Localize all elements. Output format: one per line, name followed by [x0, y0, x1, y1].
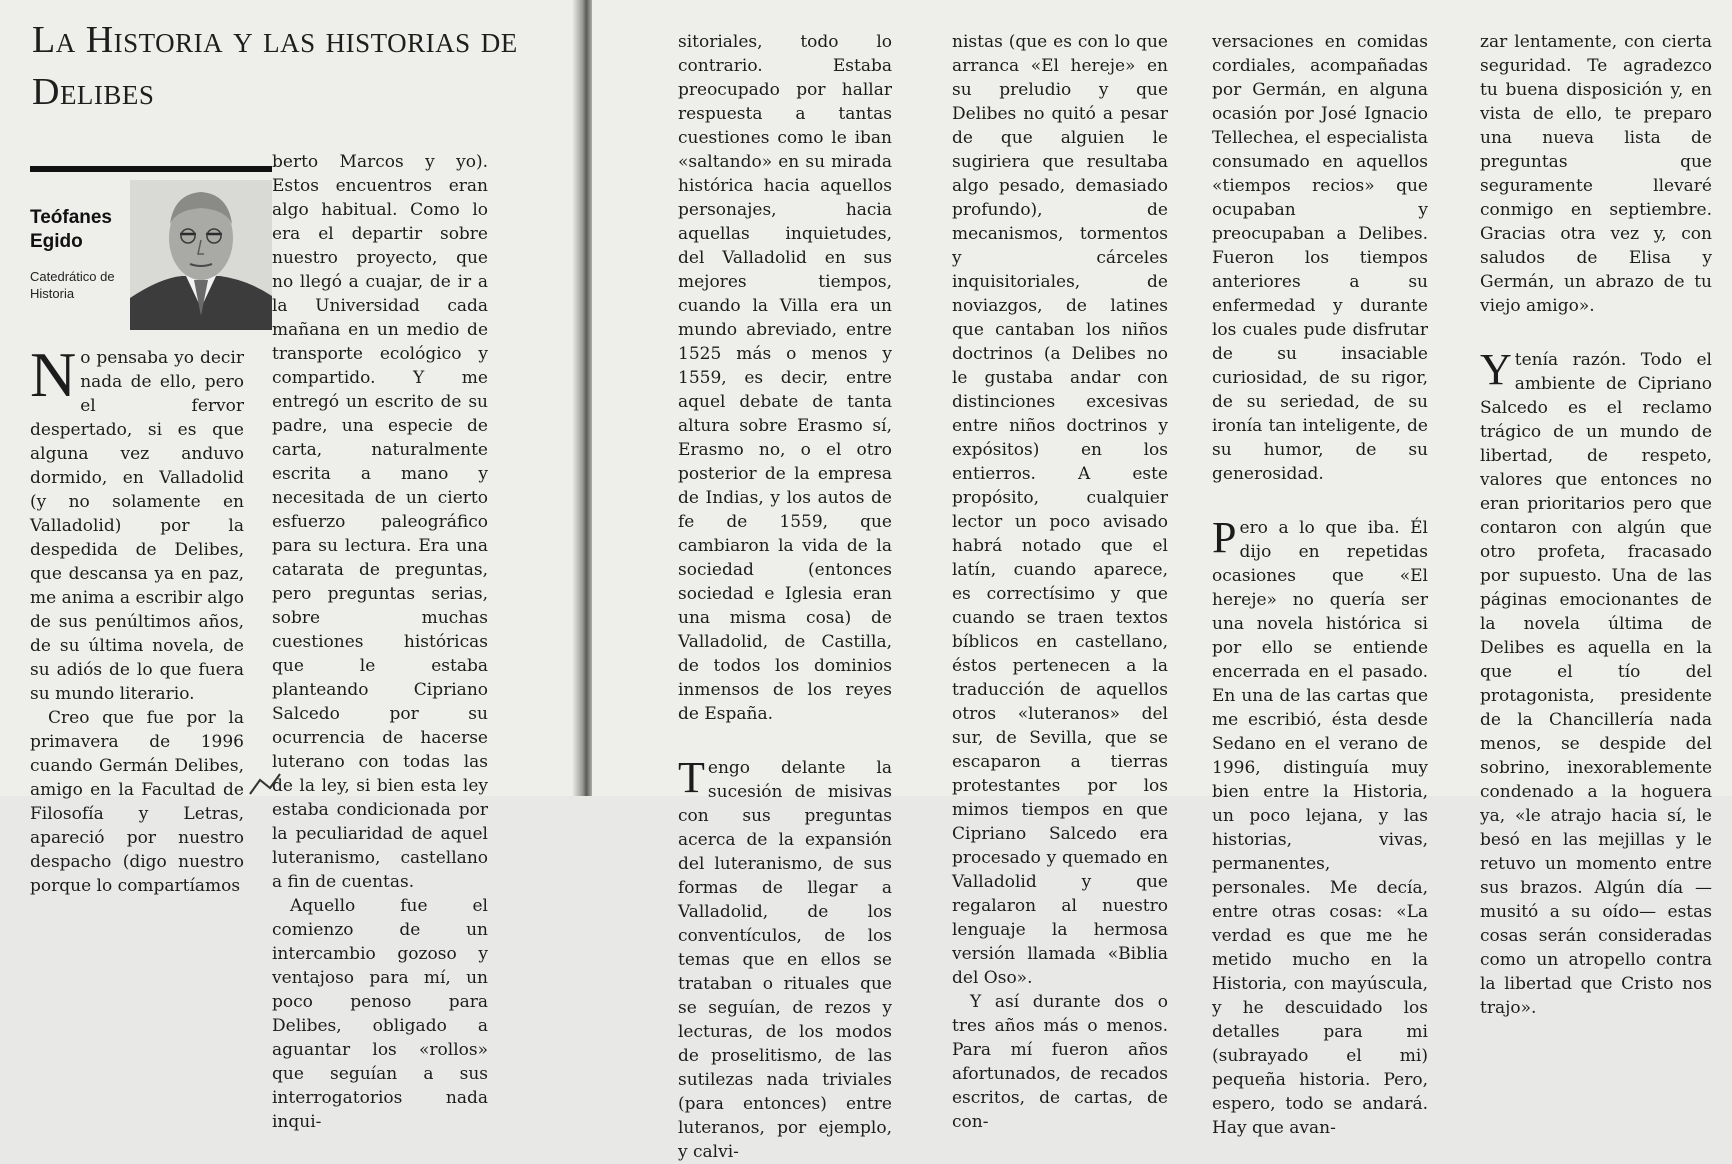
- dropcap-n: N: [30, 339, 77, 410]
- title-rule: [30, 166, 272, 172]
- col6-paragraph-1: zar lentamente, con cierta seguridad. Te agradezco tu buena disposición y, en vista de ello, te preparo una nueva lista de preguntas que seguramente llevaré conmigo en septiembre. Gracias otra vez y, con saludos de Elisa y Germán, un abrazo de tu viejo amigo».: [1480, 32, 1712, 316]
- column-6: [1480, 30, 1712, 1020]
- left-page: [0, 0, 578, 1132]
- col5-paragraph-1: versaciones en comidas cordiales, acompañadas por Germán, en alguna ocasión por José Ignacio Tellechea, el especialista consumado en aquellos «tiempos recios» que ocupaban y preocupaban a Delibes. Fueron los tiempos anteriores a su enfermedad y durante los cuales pude disfrutar de su insaciable curiosidad, de su rigor, de su seriedad, de su ironía tan inteligente, de su humor, de su generosidad.: [1212, 32, 1428, 484]
- right-page: [592, 0, 1732, 1162]
- author-portrait-icon: [130, 180, 272, 330]
- col2-paragraph-1: berto Marcos y yo). Estos encuentros eran algo habitual. Como lo era el departir sobre nuestro proyecto, que no llegó a cuajar, de ir a la Universidad cada mañana en un medio de transporte ecológico y compartido. Y me entregó un escrito de su padre, una especie de carta, naturalmente escrita a mano y necesitada de un cierto esfuerzo paleográfico para su lectura. Era una catarata de preguntas, pero preguntas serias, sobre muchas cuestiones históricas que le estaba planteando Cipriano Salcedo por su ocurrencia de hacerse luterano con todas las de la ley, si bien esta ley estaba condicionada por la peculiaridad de aquel luteranismo, castellano a fin de cuentas.: [272, 152, 488, 892]
- column-2: [272, 150, 488, 1134]
- column-1: [30, 339, 244, 898]
- col4-paragraph-2: Y así durante dos o tres años más o menos. Para mí fueron años afortunados, de recados escritos, de cartas, de con-: [952, 992, 1168, 1132]
- col5-paragraph-2: ero a lo que iba. Él dijo en repetidas ocasiones que «El hereje» no quería ser una novela histórica si por ello se entiende encerrada en el pasado. En una de las cartas que me escribió, ésta desde Sedano en el verano de 1996, distinguía muy bien entre la Historia, un poco lejana, y las historias, vivas, permanentes, personales. Me decía, entre otras cosas: «La verdad es que me he metido mucho en la Historia, con mayúscula, y he descuidado los detalles para mi (subrayado el mi) pequeña historia. Pero, espero, todo se andará. Hay que avan-: [1212, 518, 1428, 1138]
- column-5: [1212, 30, 1428, 1140]
- column-4: [952, 30, 1168, 1134]
- author-name: Teófanes Egido: [30, 207, 113, 252]
- folded-corner-icon: [246, 770, 286, 796]
- col4-paragraph-1: nistas (que es con lo que arranca «El hereje» en su preludio y que Delibes no quitó a pesar de que alguien le sugiriera que resultaba algo pesado, demasiado profundo), de mecanismos, tormentos y cárceles inquisitoriales, de noviazgos, de latines que cantaban los niños doctrinos (a Delibes no le gustaba andar con distinciones excesivas entre niños doctrinos y expósitos) en los entierros. A este propósito, cualquier lector un poco avisado habrá notado que el latín, cuando aparece, es correctísimo y que cuando se traen textos bíblicos en castellano, éstos pertenecen a la traducción de aquellos otros «luteranos» del sur, de Sevilla, que se escaparon a tierras protestantes por los mimos tiempos en que Cipriano Salcedo era procesado y quemado en Valladolid y que regalaron al nuestro lenguaje la hermosa versión llamada «Biblia del Oso».: [952, 32, 1168, 988]
- column-3: [678, 30, 892, 1164]
- col6-paragraph-2: tenía razón. Todo el ambiente de Cipriano Salcedo es el reclamo trágico de un mundo de libertad, de respeto, valores que entonces no eran prioritarios pero que contaron con algún que otro profeta, fracasado por supuesto. Una de las páginas emocionantes de la novela última de Delibes es aquella en la que el tío del protagonista, presidente de la Chancillería nada menos, se despide del sobrino, inexorablemente condenado a la hoguera ya, «le atrajo hacia sí, le besó en las mejillas y le retuvo un momento entre sus brazos. Algún día —musitó a su oído— estas cosas serán consideradas como un atropello contra la libertad que Cristo nos trajo».: [1480, 350, 1712, 1018]
- dropcap-t: T: [678, 753, 705, 802]
- author-role: Catedrático de Historia: [30, 269, 115, 301]
- col3-paragraph-2: engo delante la sucesión de misivas con sus preguntas acerca de la expansión del luteranismo, de sus formas de llegar a Valladolid, de los conventículos, de los temas que en ellos se trataban o rituales que se seguían, de rezos y lecturas, de los modos de proselitismo, de las sutilezas nada triviales (para entonces) entre luteranos, por ejemplo, y calvi-: [678, 758, 892, 1162]
- author-box: [30, 180, 272, 330]
- col1-paragraph-2: Creo que fue por la primavera de 1996 cuando Germán Delibes, amigo en la Facultad de Filosofía y Letras, apareció por nuestro despacho (digo nuestro porque lo compartíamos: [30, 708, 244, 896]
- dropcap-y: Y: [1480, 345, 1512, 394]
- article-title: La Historia y las historias de Delibes: [32, 19, 518, 113]
- col1-paragraph-1: o pensaba yo decir nada de ello, pero el fervor despertado, si es que alguna vez anduvo dormido, en Valladolid (y no solamente en Valladolid) por la despedida de Delibes, que descansa ya en paz, me anima a escribir algo de sus penúltimos años, de su última novela, de su adiós de lo que fuera su mundo literario.: [30, 348, 244, 704]
- col3-paragraph-1: sitoriales, todo lo contrario. Estaba preocupado por hallar respuesta a tantas cuestiones como le iban «saltando» en su mirada histórica hacia aquellos personajes, hacia aquellas inquietudes, del Valladolid en sus mejores tiempos, cuando la Villa era un mundo abreviado, entre 1525 más o menos y 1559, es decir, entre aquel debate de tanta altura sobre Erasmo sí, Erasmo no, o el otro posterior de la empresa de Indias, y los autos de fe de 1559, que cambiaron la vida de la sociedad (entonces sociedad e Iglesia eran una misma cosa) de Valladolid, de Castilla, de todos los dominios inmensos de los reyes de España.: [678, 32, 892, 724]
- dropcap-p: P: [1212, 513, 1237, 562]
- col2-paragraph-2: Aquello fue el comienzo de un intercambio gozoso y ventajoso para mí, un poco penoso para Delibes, obligado a aguantar los «rollos» que seguían a sus interrogatorios nada inqui-: [272, 896, 488, 1132]
